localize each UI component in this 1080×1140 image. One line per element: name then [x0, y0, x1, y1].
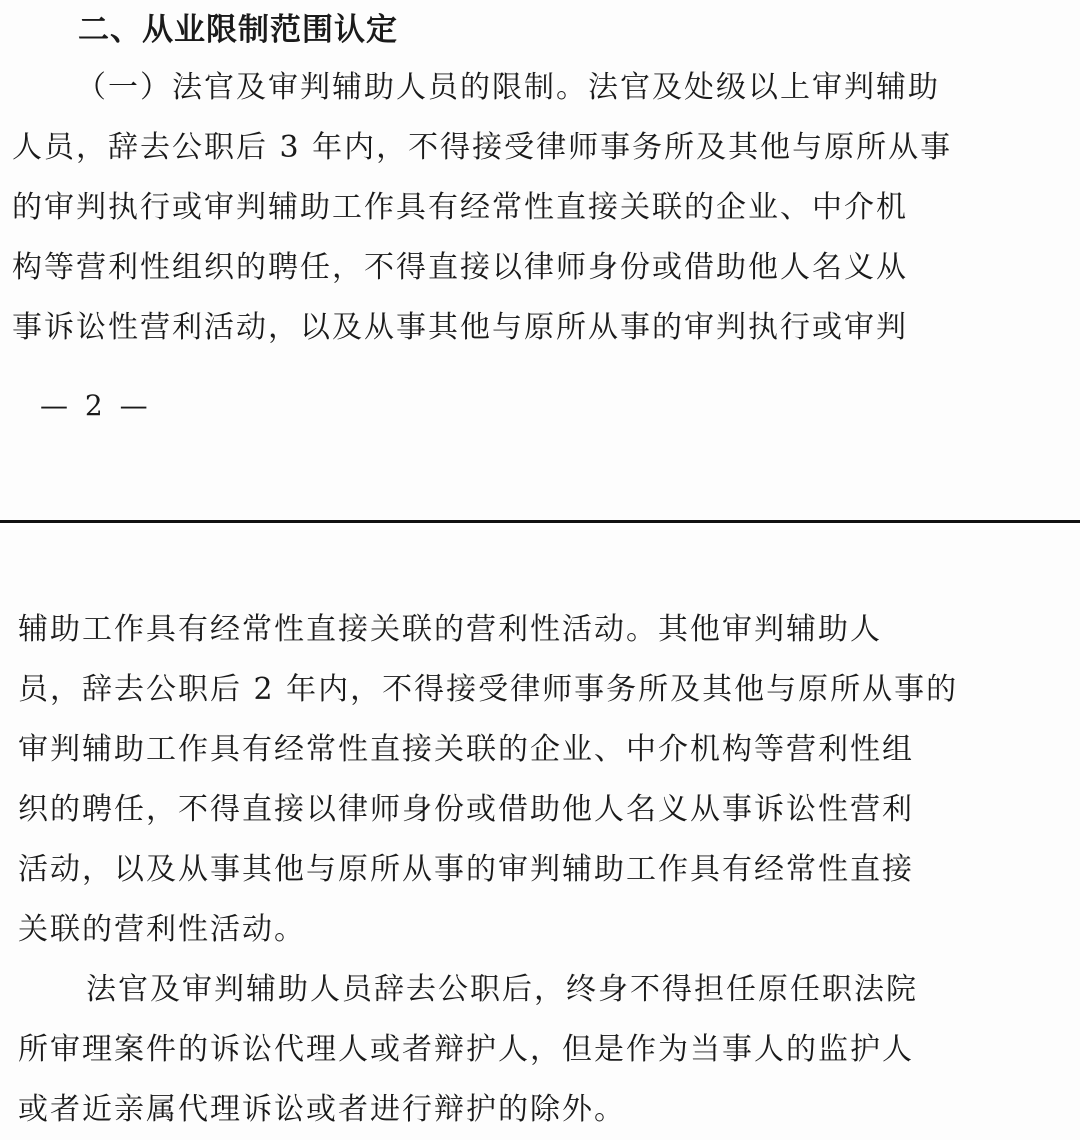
paragraph-line: 织的聘任，不得直接以律师身份或借助他人名义从事诉讼性营利	[18, 792, 914, 827]
paragraph-line: 关联的营利性活动。	[18, 912, 306, 947]
paragraph-line: 辅助工作具有经常性直接关联的营利性活动。其他审判辅助人	[18, 612, 882, 647]
paragraph-line: 的审判执行或审判辅助工作具有经常性直接关联的企业、中介机	[12, 190, 908, 225]
page-number: — 2 —	[40, 389, 152, 422]
paragraph-line: 构等营利性组织的聘任，不得直接以律师身份或借助他人名义从	[12, 250, 908, 285]
paragraph-line: 审判辅助工作具有经常性直接关联的企业、中介机构等营利性组	[18, 732, 914, 767]
document-page-top	[0, 0, 1080, 522]
document-page-bottom	[0, 526, 1080, 1140]
paragraph-line: （一）法官及审判辅助人员的限制。法官及处级以上审判辅助	[76, 70, 940, 105]
paragraph-line: 或者近亲属代理诉讼或者进行辩护的除外。	[18, 1092, 626, 1127]
section-heading: 二、从业限制范围认定	[78, 12, 398, 48]
paragraph-line: 人员，辞去公职后 3 年内，不得接受律师事务所及其他与原所从事	[12, 130, 953, 165]
page-divider	[0, 520, 1080, 523]
paragraph-line: 事诉讼性营利活动，以及从事其他与原所从事的审判执行或审判	[12, 310, 908, 345]
paragraph-line: 员，辞去公职后 2 年内，不得接受律师事务所及其他与原所从事的	[18, 672, 959, 707]
paragraph-line: 法官及审判辅助人员辞去公职后，终身不得担任原任职法院	[86, 972, 918, 1007]
paragraph-line: 所审理案件的诉讼代理人或者辩护人，但是作为当事人的监护人	[18, 1032, 914, 1067]
paragraph-line: 活动，以及从事其他与原所从事的审判辅助工作具有经常性直接	[18, 852, 914, 887]
